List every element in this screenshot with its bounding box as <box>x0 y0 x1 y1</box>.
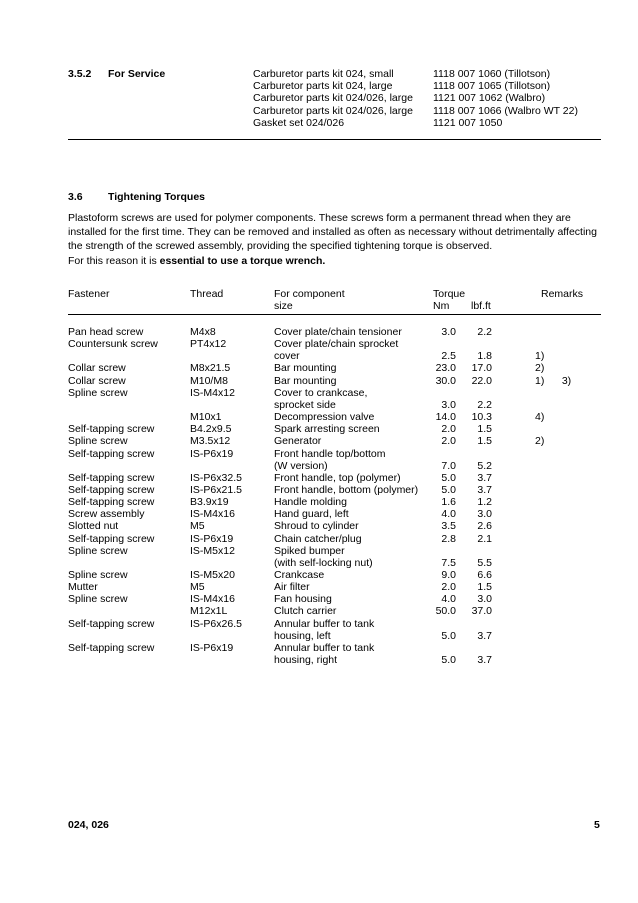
cell-thread: M4x8 <box>190 326 216 338</box>
service-item-part-number: 1121 007 1062 (Walbro) <box>433 92 546 105</box>
cell-thread: IS-M5x12 <box>190 544 235 557</box>
table-row <box>0 472 638 484</box>
table-row <box>0 533 638 545</box>
paragraph-reason: For this reason it is essential to use a torque wrench. <box>68 254 326 267</box>
cell-component: Annular buffer to tank <box>274 617 375 630</box>
cell-torque-lbf: 5.2 <box>477 459 492 472</box>
service-item-desc: Carburetor parts kit 024, large <box>253 80 393 93</box>
table-row <box>0 593 638 605</box>
service-item-part-number: 1118 007 1066 (Walbro WT 22) <box>433 104 578 117</box>
header-thread: Thread <box>190 288 224 300</box>
cell-torque-lbf: 10.3 <box>471 411 492 424</box>
table-row <box>0 484 638 496</box>
cell-torque-lbf: 1.5 <box>477 581 492 594</box>
cell-thread: M5 <box>190 520 205 533</box>
cell-torque-nm: 9.0 <box>441 569 456 581</box>
cell-torque-nm: 3.5 <box>441 520 456 533</box>
cell-component: Fan housing <box>274 593 332 606</box>
cell-thread: M10x1 <box>190 411 222 424</box>
cell-torque-lbf: 1.8 <box>477 350 492 363</box>
cell-component: Cover plate/chain sprocket <box>274 338 399 351</box>
cell-torque-lbf: 1.2 <box>477 496 492 509</box>
plastoform-paragraph <box>68 211 598 268</box>
cell-torque-lbf: 2.1 <box>477 532 492 545</box>
cell-thread: M8x21.5 <box>190 362 231 375</box>
cell-torque-lbf: 2.2 <box>477 398 492 411</box>
cell-component: Clutch carrier <box>274 605 337 618</box>
table-row <box>0 338 638 350</box>
cell-torque-nm: 14.0 <box>435 411 456 424</box>
cell-thread: IS-P6x21.5 <box>190 483 242 496</box>
cell-torque-lbf: 5.5 <box>477 556 492 569</box>
cell-component: Handle molding <box>274 496 347 509</box>
cell-thread: M5 <box>190 581 205 594</box>
cell-torque-nm: 5.0 <box>441 483 456 496</box>
cell-fastener: Self-tapping screw <box>68 471 155 484</box>
cell-thread: IS-P6x26.5 <box>190 617 242 630</box>
header-nm: Nm <box>433 300 450 312</box>
service-item-part-number: 1118 007 1065 (Tillotson) <box>433 80 551 93</box>
cell-component: Front handle, top (polymer) <box>274 471 401 484</box>
cell-component: Hand guard, left <box>274 508 349 521</box>
cell-torque-nm: 2.5 <box>441 350 456 363</box>
cell-torque-lbf: 37.0 <box>471 605 492 618</box>
cell-remarks: 4) <box>535 411 545 424</box>
cell-component: housing, left <box>274 629 331 642</box>
cell-thread: IS-P6x32.5 <box>190 471 242 484</box>
table-row <box>0 496 638 508</box>
table-row <box>0 605 638 617</box>
cell-component: Cover to crankcase, <box>274 386 368 399</box>
cell-component: Bar mounting <box>274 374 337 387</box>
cell-thread: B3.9x19 <box>190 496 229 509</box>
header-fastener: Fastener <box>68 288 110 300</box>
cell-fastener: Spline screw <box>68 544 128 557</box>
cell-torque-lbf: 2.2 <box>477 326 492 338</box>
cell-fastener: Collar screw <box>68 362 126 375</box>
cell-fastener: Self-tapping screw <box>68 447 155 460</box>
cell-fastener: Self-tapping screw <box>68 423 155 436</box>
cell-torque-nm: 3.0 <box>441 398 456 411</box>
header-size: size <box>274 300 293 312</box>
table-row <box>0 654 638 666</box>
cell-component: Generator <box>274 435 322 448</box>
cell-component: Cover plate/chain tensioner <box>274 326 402 338</box>
cell-torque-lbf: 3.0 <box>477 508 492 521</box>
cell-torque-nm: 7.5 <box>441 556 456 569</box>
table-row <box>0 630 638 642</box>
cell-thread: IS-M4x16 <box>190 593 235 606</box>
cell-component: Chain catcher/plug <box>274 532 362 545</box>
cell-component: (W version) <box>274 459 328 472</box>
table-row <box>0 362 638 374</box>
cell-component: cover <box>274 350 300 363</box>
table-row <box>0 508 638 520</box>
cell-component: Spark arresting screen <box>274 423 380 436</box>
cell-component: Front handle top/bottom <box>274 447 386 460</box>
cell-torque-nm: 30.0 <box>435 374 456 387</box>
service-item-desc: Carburetor parts kit 024/026, large <box>253 104 413 117</box>
cell-torque-lbf: 22.0 <box>471 374 492 387</box>
cell-thread: IS-P6x19 <box>190 641 234 654</box>
cell-thread: M10/M8 <box>190 374 228 387</box>
service-item-desc: Carburetor parts kit 024, small <box>253 68 394 80</box>
cell-torque-lbf: 6.6 <box>477 569 492 581</box>
cell-thread: IS-M5x20 <box>190 569 235 581</box>
cell-torque-nm: 5.0 <box>441 471 456 484</box>
cell-component: Crankcase <box>274 569 325 581</box>
cell-component: Decompression valve <box>274 411 375 424</box>
table-row <box>0 411 638 423</box>
cell-torque-nm: 1.6 <box>441 496 456 509</box>
cell-torque-lbf: 1.5 <box>477 435 492 448</box>
cell-thread: IS-P6x19 <box>190 532 234 545</box>
cell-component: Front handle, bottom (polymer) <box>274 483 419 496</box>
table-row <box>0 326 638 338</box>
cell-torque-nm: 50.0 <box>435 605 456 618</box>
cell-thread: IS-M4x12 <box>190 386 235 399</box>
cell-remarks: 1) 3) <box>535 374 572 387</box>
cell-fastener: Spline screw <box>68 435 128 448</box>
cell-fastener: Self-tapping screw <box>68 532 155 545</box>
table-row <box>0 350 638 362</box>
cell-component: Bar mounting <box>274 362 337 375</box>
table-row <box>0 399 638 411</box>
header-torque: Torque <box>433 288 466 300</box>
table-row <box>0 545 638 557</box>
service-section-title: For Service <box>108 68 166 80</box>
cell-thread: M12x1L <box>190 605 228 618</box>
cell-fastener: Screw assembly <box>68 508 145 521</box>
table-row <box>0 375 638 387</box>
table-row <box>0 435 638 447</box>
cell-component: (with self-locking nut) <box>274 556 373 569</box>
cell-torque-lbf: 2.6 <box>477 520 492 533</box>
cell-fastener: Countersunk screw <box>68 338 158 351</box>
cell-torque-nm: 2.0 <box>441 435 456 448</box>
cell-torque-nm: 3.0 <box>441 326 456 338</box>
cell-thread: IS-M4x16 <box>190 508 235 521</box>
torques-section-number: 3.6 <box>68 191 83 203</box>
table-row <box>0 642 638 654</box>
cell-remarks: 2) <box>535 435 545 448</box>
table-header-rule <box>68 314 601 315</box>
cell-fastener: Self-tapping screw <box>68 641 155 654</box>
cell-fastener: Spline screw <box>68 593 128 606</box>
table-row <box>0 618 638 630</box>
cell-fastener: Collar screw <box>68 374 126 387</box>
header-lbf: lbf.ft <box>471 300 491 312</box>
cell-component: sprocket side <box>274 398 336 411</box>
cell-component: Annular buffer to tank <box>274 641 375 654</box>
service-item-desc: Gasket set 024/026 <box>253 116 345 129</box>
table-row <box>0 460 638 472</box>
table-row <box>0 557 638 569</box>
cell-fastener: Mutter <box>68 581 98 594</box>
cell-fastener: Self-tapping screw <box>68 496 155 509</box>
service-item-desc: Carburetor parts kit 024/026, large <box>253 92 413 105</box>
cell-remarks: 2) <box>535 362 545 375</box>
cell-torque-nm: 7.0 <box>441 459 456 472</box>
footer-page-number: 5 <box>594 819 600 831</box>
cell-torque-nm: 5.0 <box>441 629 456 642</box>
table-row <box>0 581 638 593</box>
service-item-part-number: 1118 007 1060 (Tillotson) <box>433 68 551 80</box>
cell-torque-nm: 5.0 <box>441 654 456 667</box>
cell-torque-nm: 23.0 <box>435 362 456 375</box>
table-row <box>0 387 638 399</box>
cell-thread: M3.5x12 <box>190 435 231 448</box>
table-row <box>0 520 638 532</box>
cell-torque-nm: 4.0 <box>441 508 456 521</box>
cell-torque-nm: 2.0 <box>441 581 456 594</box>
table-row <box>0 569 638 581</box>
cell-torque-lbf: 3.7 <box>477 629 492 642</box>
cell-torque-lbf: 17.0 <box>471 362 492 375</box>
cell-component: Shroud to cylinder <box>274 520 359 533</box>
cell-torque-nm: 2.8 <box>441 532 456 545</box>
cell-torque-lbf: 3.7 <box>477 483 492 496</box>
cell-torque-lbf: 3.7 <box>477 471 492 484</box>
cell-torque-lbf: 3.7 <box>477 654 492 667</box>
cell-fastener: Pan head screw <box>68 326 144 338</box>
section-divider <box>68 139 601 140</box>
cell-torque-lbf: 1.5 <box>477 423 492 436</box>
cell-remarks: 1) <box>535 350 545 363</box>
cell-thread: B4.2x9.5 <box>190 423 232 436</box>
cell-fastener: Self-tapping screw <box>68 617 155 630</box>
service-section-number: 3.5.2 <box>68 68 92 80</box>
footer-models: 024, 026 <box>68 819 109 831</box>
paragraph-main: Plastoform screws are used for polymer components. These screws form a permanent thread when they are installed for the first time. They can be removed and installed as often as necessary without detrimentally affecting the strength of the screwed assembly, providing the specified tightening torque is observed. <box>68 212 597 253</box>
cell-component: housing, right <box>274 654 338 667</box>
table-row <box>0 448 638 460</box>
torque-wrench-emphasis: essential to use a torque wrench. <box>159 254 326 267</box>
cell-torque-nm: 2.0 <box>441 423 456 436</box>
header-remarks: Remarks <box>541 288 584 300</box>
cell-thread: PT4x12 <box>190 338 227 351</box>
cell-component: Spiked bumper <box>274 544 345 557</box>
cell-component: Air filter <box>274 581 310 594</box>
header-component: For component <box>274 288 345 300</box>
service-item-part-number: 1121 007 1050 <box>433 116 503 129</box>
cell-fastener: Self-tapping screw <box>68 483 155 496</box>
cell-fastener: Spline screw <box>68 569 128 581</box>
torques-section-title: Tightening Torques <box>108 191 206 203</box>
table-row <box>0 423 638 435</box>
cell-fastener: Slotted nut <box>68 520 119 533</box>
cell-fastener: Spline screw <box>68 386 128 399</box>
cell-torque-lbf: 3.0 <box>477 593 492 606</box>
cell-torque-nm: 4.0 <box>441 593 456 606</box>
cell-thread: IS-P6x19 <box>190 447 234 460</box>
